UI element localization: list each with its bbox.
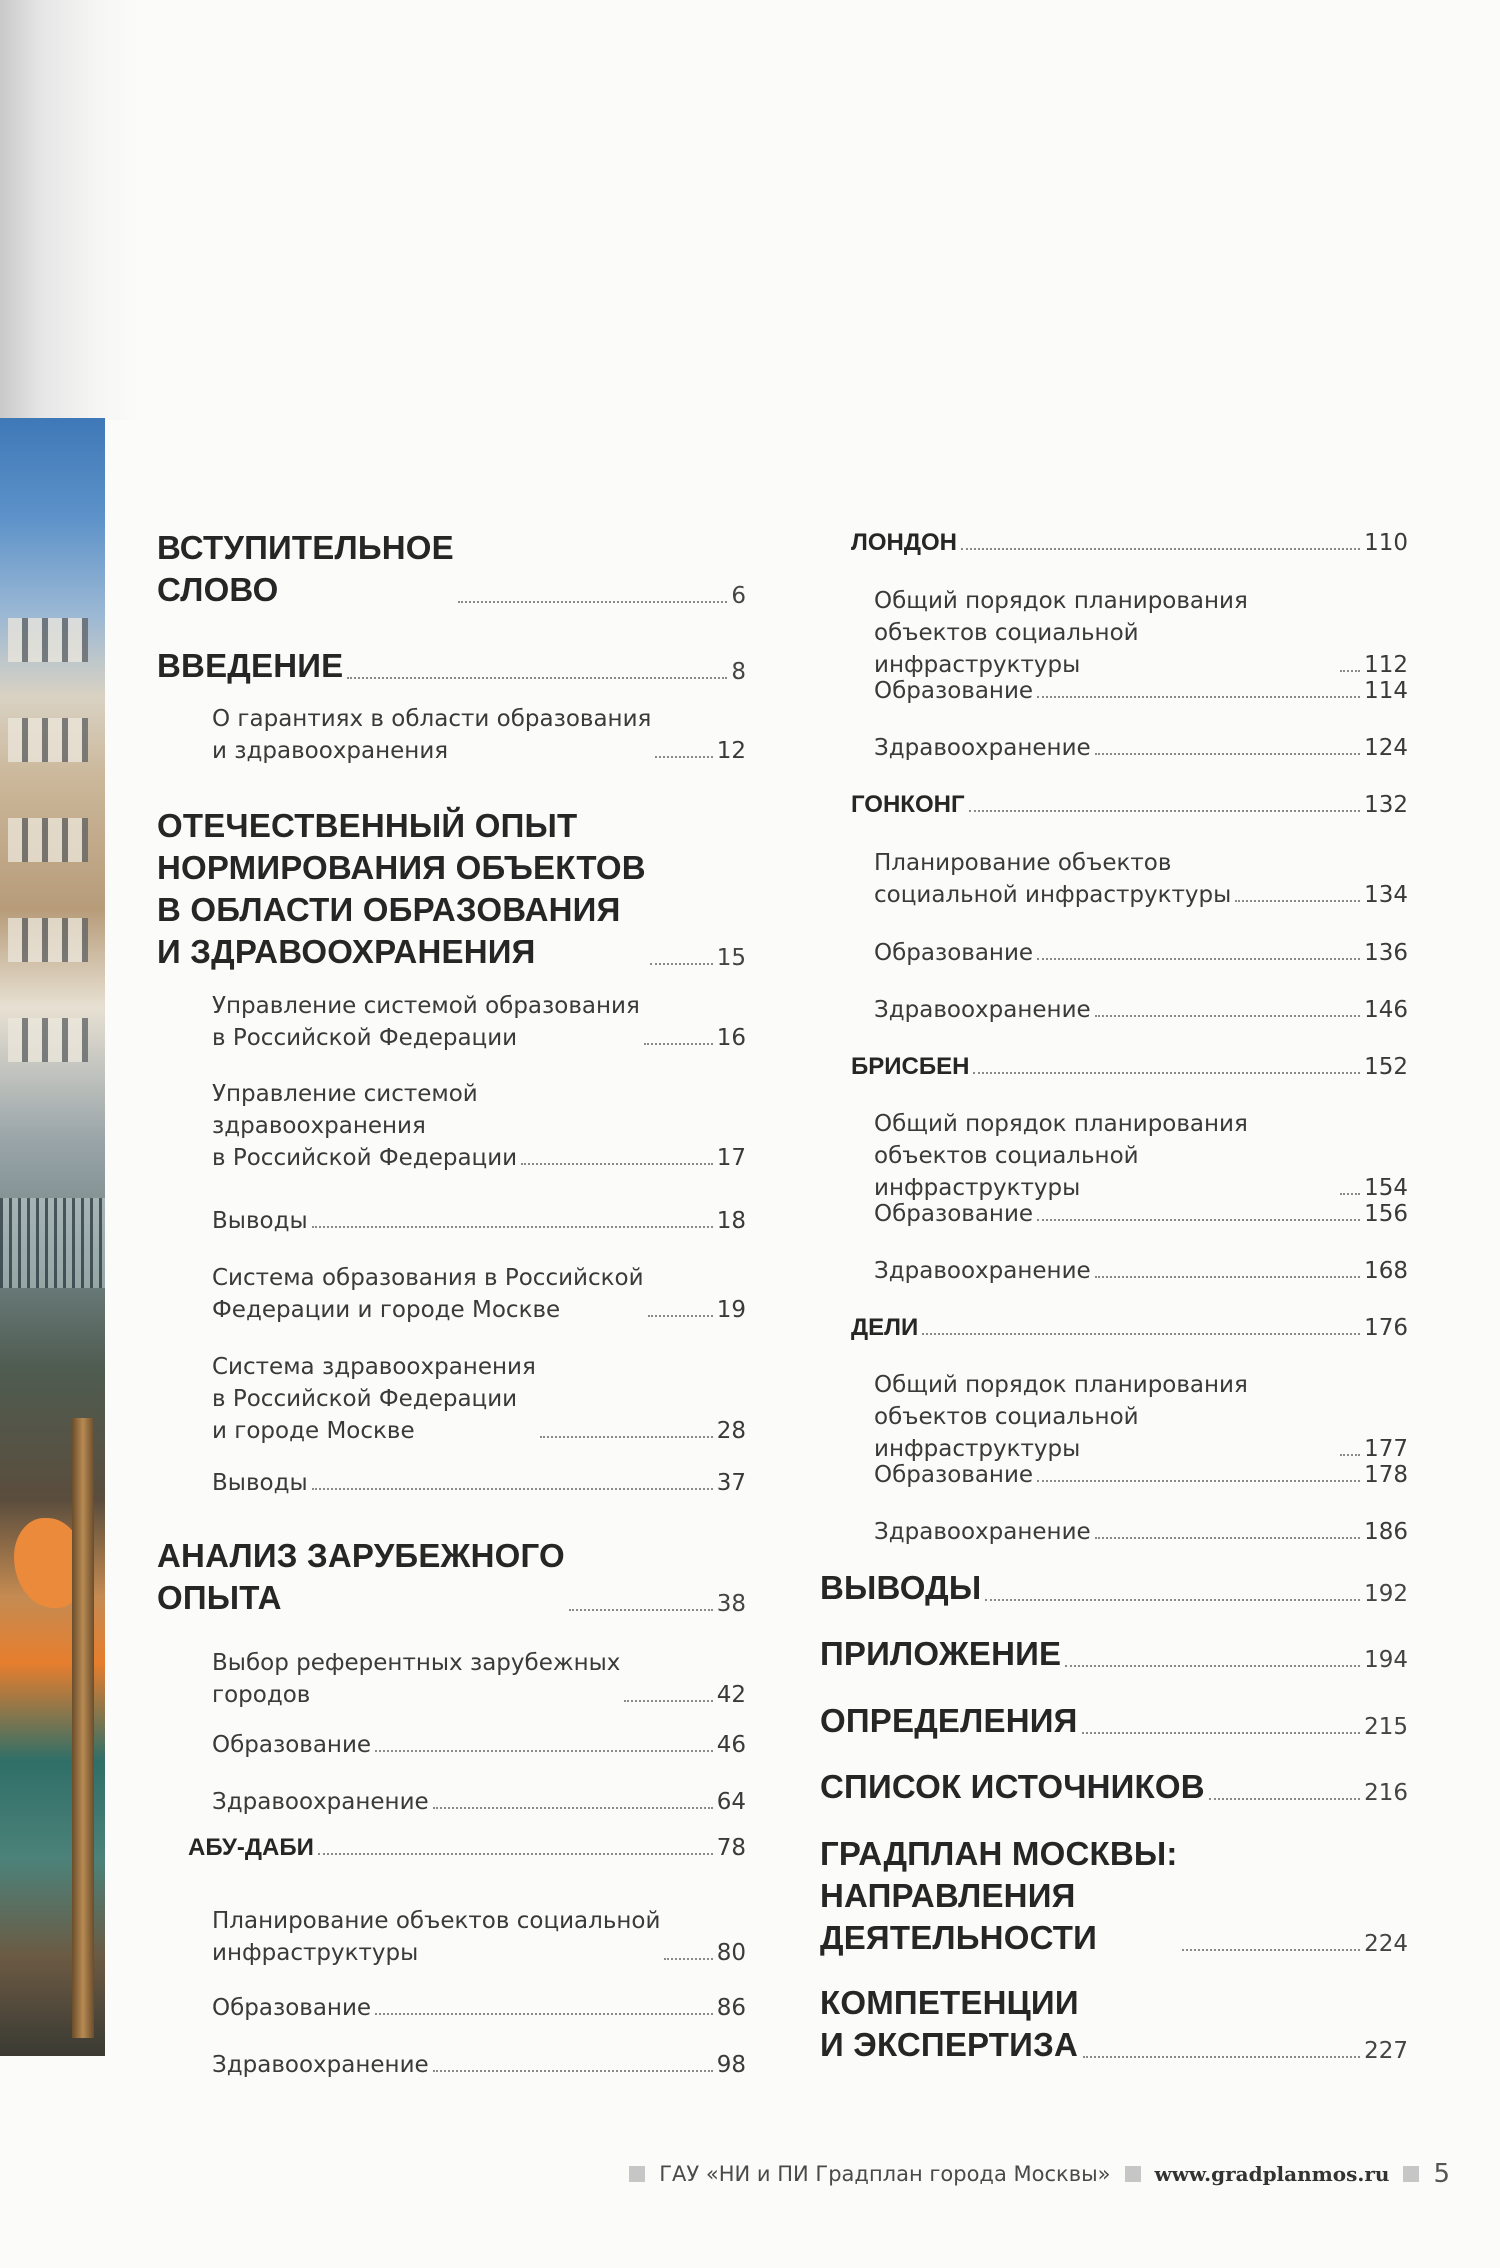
toc-entry-title: Выводы: [212, 1470, 308, 1496]
dot-leader: [375, 1750, 713, 1752]
toc-entry-page: 192: [1364, 1581, 1408, 1607]
toc-entry-title: ОПРЕДЕЛЕНИЯ: [820, 1702, 1078, 1739]
dot-leader: [521, 1163, 713, 1165]
toc-entry-title: АНАЛИЗ ЗАРУБЕЖНОГО ОПЫТА: [157, 1537, 565, 1616]
toc-entry-title: Общий порядок планирования объектов социальной инфраструктуры: [874, 1111, 1248, 1201]
dot-leader: [648, 1315, 713, 1317]
toc-entry-page: 8: [731, 659, 746, 685]
toc-entry-title: Здравоохранение: [874, 997, 1091, 1023]
toc-entry[interactable]: [820, 1633, 1408, 1675]
toc-entry[interactable]: [212, 1078, 746, 1174]
toc-entry-page: 177: [1364, 1436, 1408, 1462]
dot-leader: [1082, 1732, 1361, 1734]
dot-leader: [644, 1043, 713, 1045]
toc-entry-title: Образование: [874, 678, 1034, 704]
toc-entry-page: 16: [716, 1025, 746, 1051]
dot-leader: [312, 1226, 713, 1228]
toc-entry-title: Система здравоохранения в Российской Федерации и городе Москве: [212, 1354, 536, 1444]
toc-entry[interactable]: [874, 937, 1408, 969]
toc-entry-page: 38: [716, 1591, 746, 1617]
toc-entry-page: 136: [1364, 940, 1408, 966]
toc-entry-page: 17: [716, 1145, 746, 1171]
toc-entry[interactable]: [212, 1205, 746, 1237]
dot-leader: [650, 963, 713, 965]
toc-entry[interactable]: [212, 1262, 746, 1326]
dot-leader: [1095, 753, 1360, 755]
toc-entry-page: 98: [716, 2052, 746, 2078]
toc-entry-page: 42: [716, 1682, 746, 1708]
toc-entry[interactable]: [820, 1700, 1408, 1742]
toc-entry-title: ВВЕДЕНИЕ: [157, 647, 344, 684]
toc-entry-title: СПИСОК ИСТОЧНИКОВ: [820, 1768, 1205, 1805]
toc-entry-title: Общий порядок планирования объектов социальной инфраструктуры: [874, 1372, 1248, 1462]
toc-entry-page: 64: [716, 1789, 746, 1815]
dot-leader: [655, 756, 712, 758]
toc-entry[interactable]: [874, 1198, 1408, 1230]
toc-entry-page: 78: [716, 1835, 746, 1861]
toc-entry-page: 215: [1364, 1714, 1408, 1740]
toc-entry-title: Образование: [874, 940, 1034, 966]
toc-entry-page: 156: [1364, 1201, 1408, 1227]
dot-leader: [540, 1436, 713, 1438]
toc-entry[interactable]: [874, 1369, 1408, 1465]
toc-entry-page: 110: [1364, 530, 1408, 556]
toc-entry[interactable]: [851, 1051, 1408, 1083]
toc-entry-title: ВЫВОДЫ: [820, 1569, 982, 1606]
dot-leader: [569, 1609, 713, 1611]
toc-entry-title: Здравоохранение: [874, 1258, 1091, 1284]
toc-entry[interactable]: [874, 847, 1408, 911]
footer-website-link[interactable]: www.gradplanmos.ru: [1154, 2162, 1390, 2186]
toc-entry[interactable]: [212, 1351, 746, 1447]
toc-entry-page: 112: [1364, 652, 1408, 678]
toc-entry[interactable]: [212, 1786, 746, 1818]
dot-leader: [985, 1599, 1360, 1601]
toc-entry-page: 178: [1364, 1462, 1408, 1488]
toc-entry-page: 15: [716, 945, 746, 971]
toc-entry[interactable]: [188, 1832, 746, 1864]
dot-leader: [961, 548, 1360, 550]
toc-entry[interactable]: [874, 675, 1408, 707]
toc-entry-title: Общий порядок планирования объектов социальной инфраструктуры: [874, 588, 1248, 678]
toc-entry-title: БРИСБЕН: [851, 1053, 970, 1080]
toc-entry[interactable]: [851, 527, 1408, 559]
dot-leader: [1182, 1949, 1361, 1951]
toc-entry-title: О гарантиях в области образования и здравоохранения: [212, 706, 652, 764]
toc-entry-title: ОТЕЧЕСТВЕННЫЙ ОПЫТ НОРМИРОВАНИЯ ОБЪЕКТОВ В ОБЛАСТИ ОБРАЗОВАНИЯ И ЗДРАВООХРАНЕНИЯ: [157, 807, 646, 970]
toc-entry-page: 6: [731, 583, 746, 609]
dot-leader: [347, 677, 727, 679]
toc-entry[interactable]: [212, 1467, 746, 1499]
dot-leader: [1235, 900, 1360, 902]
toc-entry-page: 19: [716, 1297, 746, 1323]
toc-entry-page: 114: [1364, 678, 1408, 704]
dot-leader: [1340, 1454, 1360, 1456]
square-bullet-icon: [1125, 2166, 1141, 2182]
toc-entry-page: 12: [716, 738, 746, 764]
dot-leader: [318, 1853, 713, 1855]
toc-entry-title: Образование: [874, 1462, 1034, 1488]
toc-entry[interactable]: [874, 994, 1408, 1026]
toc-entry[interactable]: [820, 1766, 1408, 1808]
page-footer: [605, 2156, 1450, 2192]
toc-entry[interactable]: [820, 1982, 1408, 2066]
dot-leader: [1340, 670, 1360, 672]
toc-entry[interactable]: [851, 1312, 1408, 1344]
dot-leader: [1037, 696, 1360, 698]
toc-entry-page: 194: [1364, 1647, 1408, 1673]
toc-entry[interactable]: [157, 527, 746, 611]
toc-entry-page: 46: [716, 1732, 746, 1758]
dot-leader: [1095, 1537, 1360, 1539]
dot-leader: [1037, 1219, 1360, 1221]
toc-entry-title: ГРАДПЛАН МОСКВЫ: НАПРАВЛЕНИЯ ДЕЯТЕЛЬНОСТИ: [820, 1835, 1178, 1956]
toc-entry[interactable]: [157, 805, 746, 973]
toc-entry-title: Здравоохранение: [874, 1519, 1091, 1545]
toc-entry-page: 146: [1364, 997, 1408, 1023]
toc-entry-title: ПРИЛОЖЕНИЕ: [820, 1635, 1062, 1672]
toc-entry-page: 37: [716, 1470, 746, 1496]
toc-entry-title: Здравоохранение: [874, 735, 1091, 761]
toc-entry-page: 186: [1364, 1519, 1408, 1545]
toc-entry-page: 154: [1364, 1175, 1408, 1201]
toc-entry-title: КОМПЕТЕНЦИИ И ЭКСПЕРТИЗА: [820, 1984, 1079, 2063]
toc-entry[interactable]: [820, 1833, 1408, 1959]
toc-entry-title: Выводы: [212, 1208, 308, 1234]
dot-leader: [624, 1700, 712, 1702]
toc-entry-page: 168: [1364, 1258, 1408, 1284]
page-number: 5: [1433, 2159, 1450, 2189]
toc-entry[interactable]: [874, 1459, 1408, 1491]
toc-entry[interactable]: [851, 789, 1408, 821]
toc-entry-page: 216: [1364, 1780, 1408, 1806]
toc-entry-title: Образование: [874, 1201, 1034, 1227]
toc-entry-title: Образование: [212, 1995, 372, 2021]
toc-entry-title: Здравоохранение: [212, 1789, 429, 1815]
dot-leader: [375, 2013, 713, 2015]
toc-entry[interactable]: [212, 1992, 746, 2024]
toc-entry[interactable]: [874, 1255, 1408, 1287]
dot-leader: [433, 2070, 713, 2072]
dot-leader: [1095, 1276, 1360, 1278]
toc-entry-title: Система образования в Российской Федерации и городе Москве: [212, 1265, 644, 1323]
toc-entry[interactable]: [212, 703, 746, 767]
dot-leader: [1037, 1480, 1360, 1482]
toc-entry-page: 124: [1364, 735, 1408, 761]
dot-leader: [458, 601, 727, 603]
toc-entry-title: Управление системой образования в Российской Федерации: [212, 993, 640, 1051]
toc-entry-page: 176: [1364, 1315, 1408, 1341]
toc-entry-title: ЛОНДОН: [851, 529, 957, 556]
toc-entry-page: 28: [716, 1418, 746, 1444]
dot-leader: [664, 1958, 712, 1960]
toc-entry[interactable]: [212, 2049, 746, 2081]
toc-entry[interactable]: [874, 585, 1408, 681]
dot-leader: [973, 1072, 1360, 1074]
footer-organization: ГАУ «НИ и ПИ Градплан города Москвы»: [659, 2162, 1111, 2186]
toc-entry-title: АБУ-ДАБИ: [188, 1834, 314, 1861]
toc-entry-title: Выбор референтных зарубежных городов: [212, 1650, 621, 1708]
toc-entry-page: 227: [1364, 2038, 1408, 2064]
toc-entry-title: Планирование объектов социальной инфраструктуры: [212, 1908, 661, 1966]
dot-leader: [1095, 1015, 1360, 1017]
toc-entry-page: 224: [1364, 1931, 1408, 1957]
toc-entry[interactable]: [157, 1535, 746, 1619]
toc-entry[interactable]: [874, 732, 1408, 764]
dot-leader: [433, 1807, 713, 1809]
toc-entry-title: Управление системой здравоохранения в Российской Федерации: [212, 1081, 518, 1171]
toc-entry-title: ДЕЛИ: [851, 1314, 919, 1341]
toc-entry-page: 18: [716, 1208, 746, 1234]
dot-leader: [312, 1488, 713, 1490]
square-bullet-icon: [629, 2166, 645, 2182]
toc-entry-page: 152: [1364, 1054, 1408, 1080]
dot-leader: [922, 1333, 1360, 1335]
dot-leader: [1083, 2056, 1360, 2058]
toc-entry-page: 134: [1364, 882, 1408, 908]
toc-entry[interactable]: [157, 645, 746, 687]
toc-entry-title: Здравоохранение: [212, 2052, 429, 2078]
toc-entry[interactable]: [820, 1567, 1408, 1609]
toc-entry-page: 86: [716, 1995, 746, 2021]
toc-entry-title: Планирование объектов социальной инфраструктуры: [874, 850, 1232, 908]
toc-entry[interactable]: [874, 1516, 1408, 1548]
toc-entry-page: 132: [1364, 792, 1408, 818]
toc-entry-title: Образование: [212, 1732, 372, 1758]
dot-leader: [1037, 958, 1360, 960]
toc-entry-title: ВСТУПИТЕЛЬНОЕ СЛОВО: [157, 529, 454, 608]
toc-entry[interactable]: [212, 990, 746, 1054]
toc-entry[interactable]: [212, 1647, 746, 1711]
dot-leader: [969, 810, 1361, 812]
toc-entry[interactable]: [212, 1905, 746, 1969]
toc-entry[interactable]: [874, 1108, 1408, 1204]
square-bullet-icon: [1403, 2166, 1419, 2182]
toc-entry-title: ГОНКОНГ: [851, 791, 965, 818]
dot-leader: [1340, 1193, 1360, 1195]
toc-entry[interactable]: [212, 1729, 746, 1761]
dot-leader: [1209, 1798, 1360, 1800]
toc-entry-page: 80: [716, 1940, 746, 1966]
dot-leader: [1065, 1665, 1360, 1667]
